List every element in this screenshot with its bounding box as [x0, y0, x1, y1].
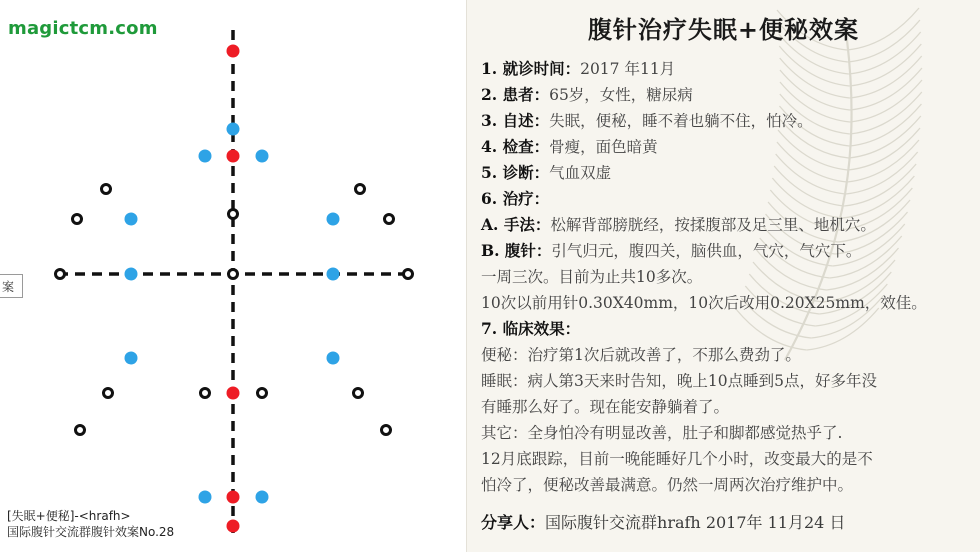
case-line: [481, 264, 973, 290]
case-field-value: 有睡那么好了。现在能安静躺着了。: [481, 398, 730, 416]
case-field-label: 2. 患者：: [481, 85, 550, 104]
black-acupoint: [104, 389, 113, 398]
case-field-value: 骨瘦，面色暗黄: [549, 138, 658, 156]
acupoint-diagram-panel: [0, 0, 466, 552]
case-line: [481, 212, 973, 238]
black-acupoint: [229, 210, 238, 219]
case-line: [481, 108, 973, 134]
case-field-value: 气血双虚: [549, 164, 612, 182]
black-acupoint: [73, 215, 82, 224]
case-details: [481, 56, 973, 498]
case-field-value: 12月底跟踪，目前一晚能睡好几个小时，改变最大的是不: [481, 450, 873, 468]
case-line: [481, 186, 973, 212]
case-field-value: 睡眠：病人第3天来时告知，晚上10点睡到5点，好多年没: [481, 372, 877, 390]
case-field-value: 松解背部膀胱经，按揉腹部及足三里、地机穴。: [550, 216, 876, 234]
caption-line-1: [失眠+便秘]-<hrafh>: [7, 509, 131, 523]
case-line: [481, 56, 973, 82]
case-field-label: 4. 检查：: [481, 137, 550, 156]
case-field-label: 3. 自述：: [481, 111, 550, 130]
case-field-value: 10次以前用针0.30X40mm，10次后改用0.20X25mm，效佳。: [481, 294, 927, 312]
case-line: [481, 238, 973, 264]
caption-line-2: 国际腹针交流群腹针效案No.28: [7, 525, 175, 539]
case-field-label: A. 手法：: [481, 215, 551, 234]
black-acupoint: [354, 389, 363, 398]
blue-acupoint: [327, 213, 340, 226]
case-line: [481, 290, 973, 316]
case-title: 腹针治疗失眠+便秘效案: [587, 15, 860, 44]
case-field-label: B. 腹针：: [481, 241, 552, 260]
case-field-label: 6. 治疗：: [481, 189, 550, 208]
case-report-panel: [467, 0, 980, 552]
abdominal-acupoint-diagram: [0, 0, 466, 552]
blue-acupoint: [256, 150, 269, 163]
case-field-value: 怕冷了，便秘改善最满意。仍然一周两次治疗维护中。: [481, 476, 854, 494]
footer-value: 国际腹针交流群hrafh 2017年 11月24 日: [545, 513, 846, 532]
case-field-label: 7. 临床效果：: [481, 319, 581, 338]
site-brand[interactable]: magictcm.com: [8, 18, 158, 39]
case-field-value: 引气归元，腹四关，脑供血，气穴，气穴下。: [551, 242, 862, 260]
blue-acupoint: [199, 491, 212, 504]
case-field-value: 失眠，便秘，睡不着也躺不住，怕冷。: [549, 112, 813, 130]
black-acupoint: [229, 270, 238, 279]
black-acupoint: [356, 185, 365, 194]
case-line: [481, 316, 973, 342]
case-field-value: 65岁，女性，糖尿病: [549, 86, 693, 104]
black-acupoint: [258, 389, 267, 398]
blue-acupoint: [125, 268, 138, 281]
blue-acupoint: [199, 150, 212, 163]
black-acupoint: [76, 426, 85, 435]
blue-acupoint: [125, 213, 138, 226]
red-acupoint: [227, 150, 240, 163]
red-acupoint: [227, 491, 240, 504]
blue-acupoint: [327, 352, 340, 365]
case-line: [481, 342, 973, 368]
case-line: [481, 420, 973, 446]
blue-acupoint: [256, 491, 269, 504]
red-acupoint: [227, 45, 240, 58]
footer-label: 分享人：: [481, 513, 546, 532]
image-caption: [7, 508, 174, 540]
case-line: [481, 368, 973, 394]
black-acupoint: [102, 185, 111, 194]
case-line: [481, 82, 973, 108]
black-acupoint: [56, 270, 65, 279]
case-footer: [481, 510, 845, 533]
case-field-value: 其它：全身怕冷有明显改善，肚子和脚都感觉热乎了.: [481, 424, 843, 442]
blue-acupoint: [227, 123, 240, 136]
red-acupoint: [227, 387, 240, 400]
case-field-value: 一周三次。目前为止共10多次。: [481, 268, 703, 286]
case-field-value: 2017 年11月: [580, 60, 676, 78]
blue-acupoint: [125, 352, 138, 365]
black-acupoint: [382, 426, 391, 435]
case-line: [481, 134, 973, 160]
black-acupoint: [385, 215, 394, 224]
black-acupoint: [201, 389, 210, 398]
side-tab[interactable]: 案: [0, 274, 23, 298]
case-field-value: 便秘：治疗第1次后就改善了，不那么费劲了。: [481, 346, 801, 364]
case-line: [481, 446, 973, 472]
case-line: [481, 160, 973, 186]
case-field-label: 5. 诊断：: [481, 163, 550, 182]
case-line: [481, 472, 973, 498]
black-acupoint: [404, 270, 413, 279]
case-line: [481, 394, 973, 420]
blue-acupoint: [327, 268, 340, 281]
case-field-label: 1. 就诊时间：: [481, 59, 581, 78]
red-acupoint: [227, 520, 240, 533]
